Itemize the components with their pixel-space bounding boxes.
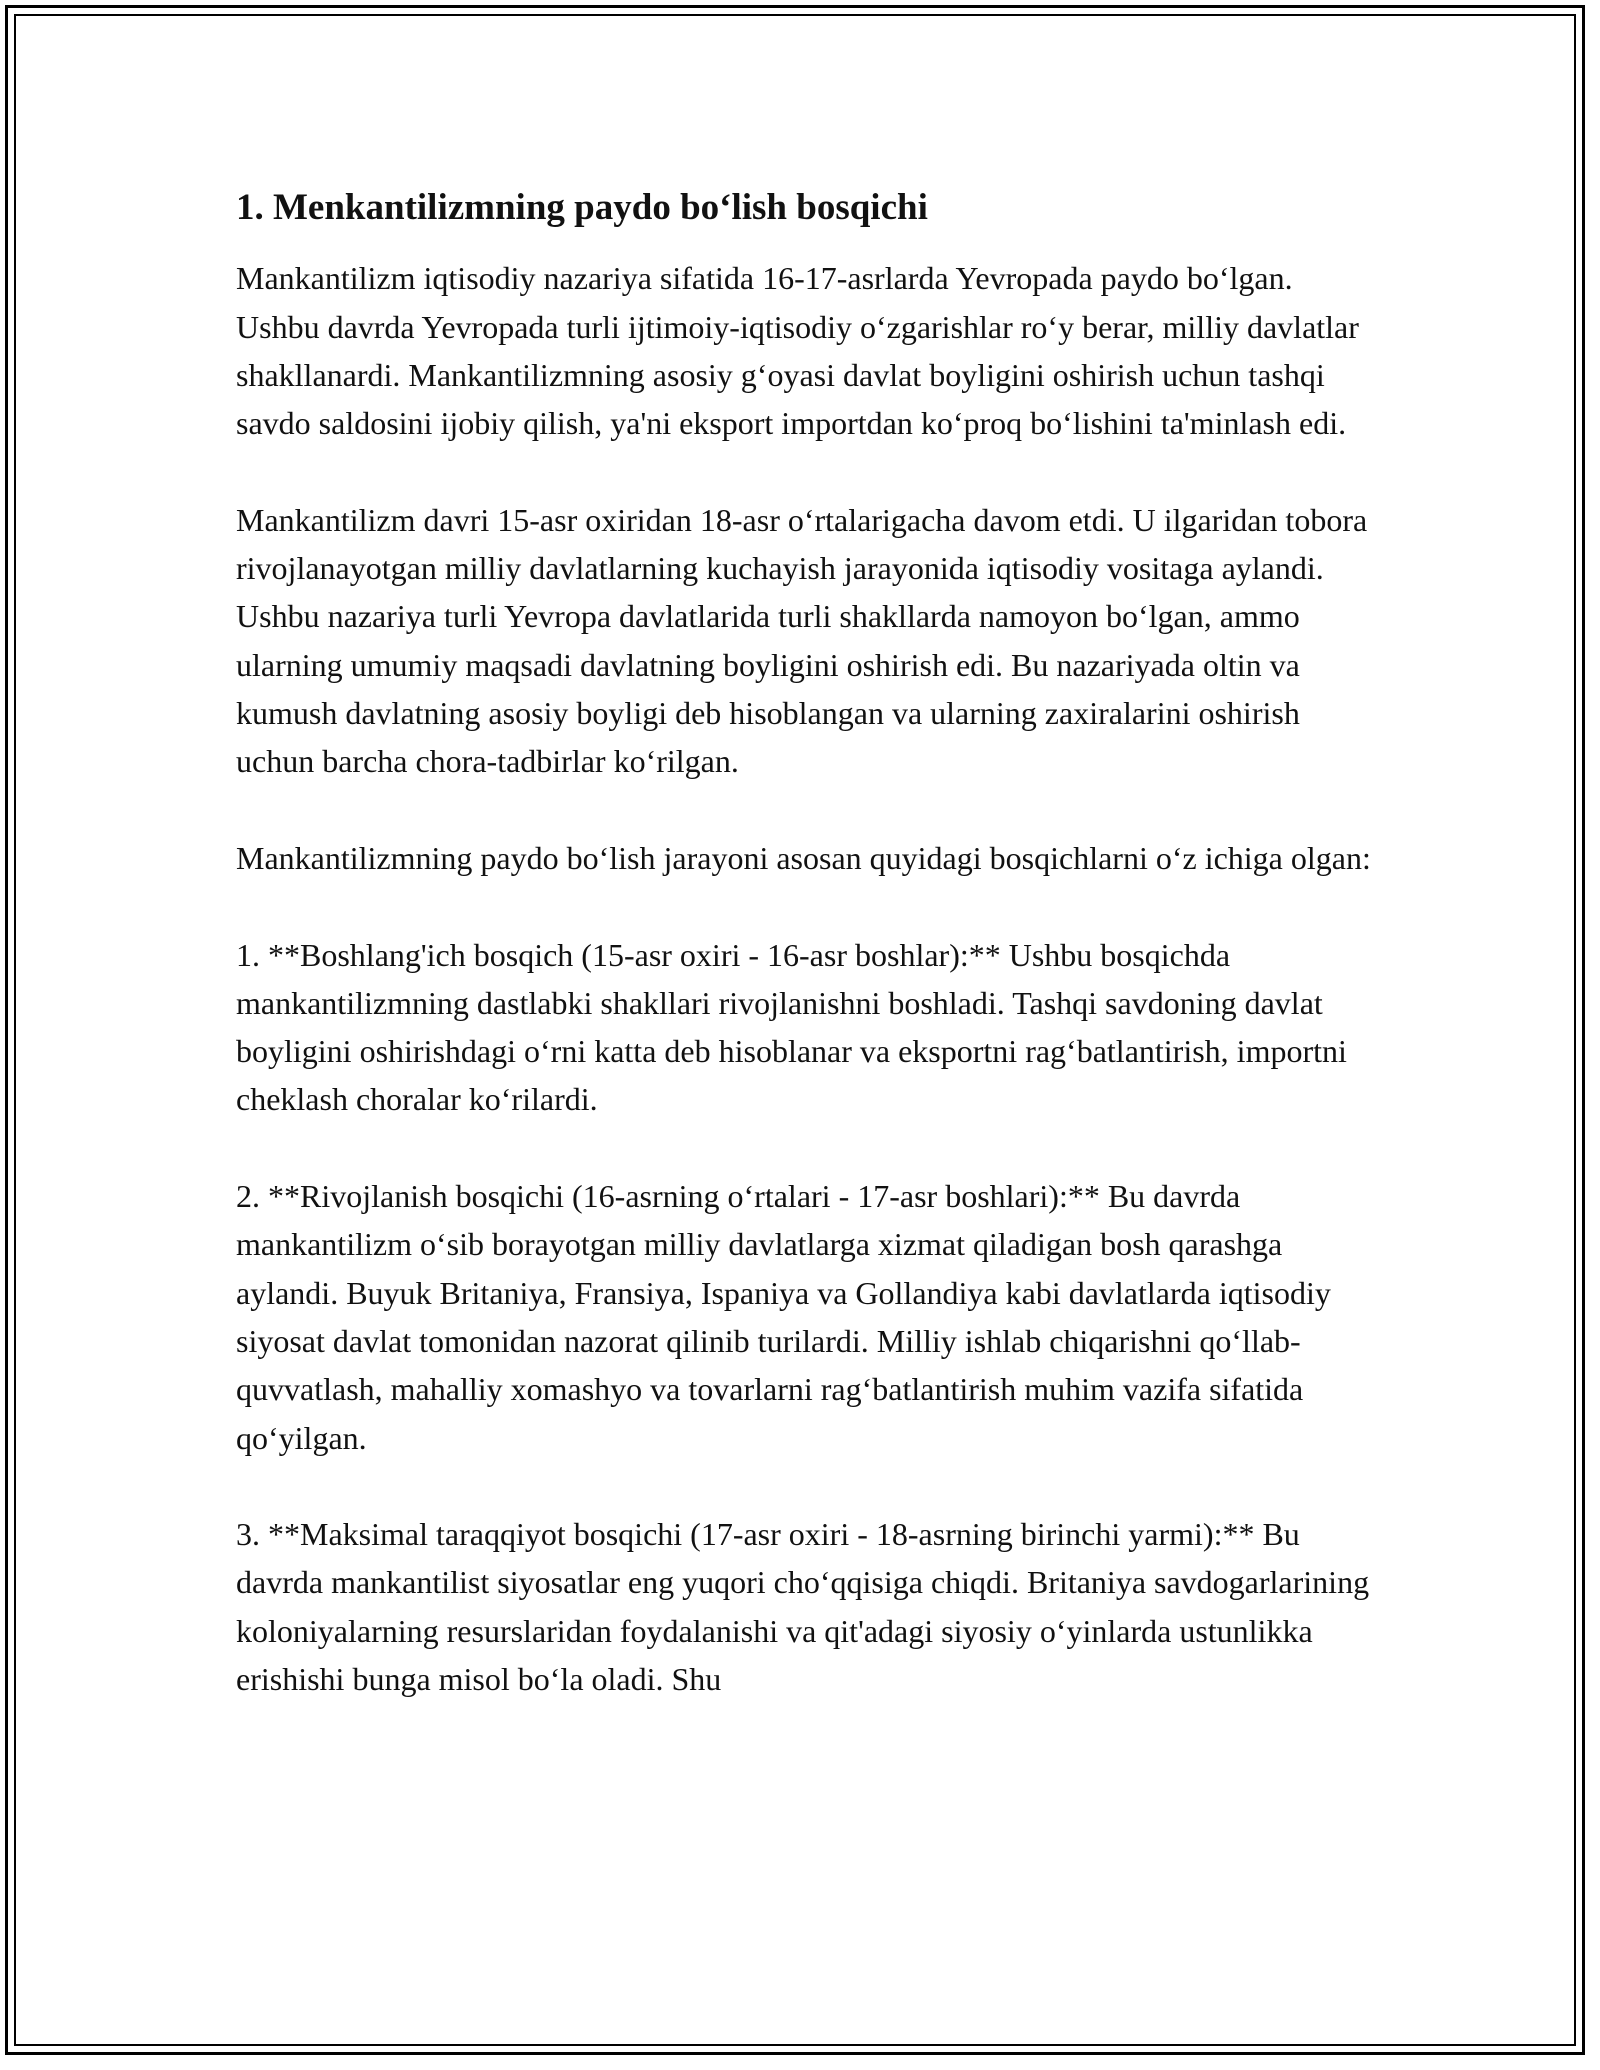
paragraph-stage-1: 1. **Boshlang'ich bosqich (15-asr oxiri - 16-asr boshlar):** Ushbu bosqichda mankantilizmning dastlabki shakllari rivojlanishni boshladi. Tashqi savdoning davlat boyligini oshirishdagi o‘rni katta deb hisoblanar va eksportni rag‘batlantirish, importni cheklash choralar ko‘rilardi. [236,936,1347,1118]
document-body [236,186,1376,1752]
section-heading: 1. Menkantilizmning paydo bo‘lish bosqichi [236,187,928,228]
paragraph-stage-3: 3. **Maksimal taraqqiyot bosqichi (17-asr oxiri - 18-asrning birinchi yarmi):** Bu davrda mankantilist siyosatlar eng yuqori cho‘qqisiga chiqdi. Britaniya savdogarlarining koloniyalarning resurslaridan foydalanishi va qit'adagi siyosiy o‘yinlarda ustunlikka erishishi bunga misol bo‘la oladi. Shu [236,1516,1370,1697]
paragraph-stages-intro: Mankantilizmning paydo bo‘lish jarayoni asosan quyidagi bosqichlarni o‘z ichiga olgan: [236,839,1371,876]
paragraph-stage-2: 2. **Rivojlanish bosqichi (16-asrning o‘rtalari - 17-asr boshlari):** Bu davrda mankantilizm o‘sib borayotgan milliy davlatlarga xizmat qiladigan bosh qarashga aylandi. Buyuk Britaniya, Fransiya, Ispaniya va Gollandiya kabi davlatlarda iqtisodiy siyosat davlat tomonidan nazorat qilinib turilardi. Milliy ishlab chiqarishni qo‘llab-quvvatlash, mahalliy xomashyo va tovarlarni rag‘batlantirish muhim vazifa sifatida qo‘yilgan. [236,1178,1331,1456]
paragraph-intro: Mankantilizm iqtisodiy nazariya sifatida 16-17-asrlarda Yevropada paydo bo‘lgan. Ushbu davrda Yevropada turli ijtimoiy-iqtisodiy o‘zgarishlar ro‘y berar, milliy davlatlar shakllanardi. Mankantilizmning asosiy g‘oyasi davlat boyligini oshirish uchun tashqi savdo saldosini ijobiy qilish, ya'ni eksport importdan ko‘proq bo‘lishini ta'minlash edi. [236,260,1359,442]
paragraph-period: Mankantilizm davri 15-asr oxiridan 18-asr o‘rtalarigacha davom etdi. U ilgaridan tobora rivojlanayotgan milliy davlatlarning kuchayish jarayonida iqtisodiy vositaga aylandi. Ushbu nazariya turli Yevropa davlatlarida turli shakllarda namoyon bo‘lgan, ammo ularning umumiy maqsadi davlatning boyligini oshirish edi. Bu nazariyada oltin va kumush davlatning asosiy boyligi deb hisoblangan va ularning zaxiralarini oshirish uchun barcha chora-tadbirlar ko‘rilgan. [236,501,1368,780]
